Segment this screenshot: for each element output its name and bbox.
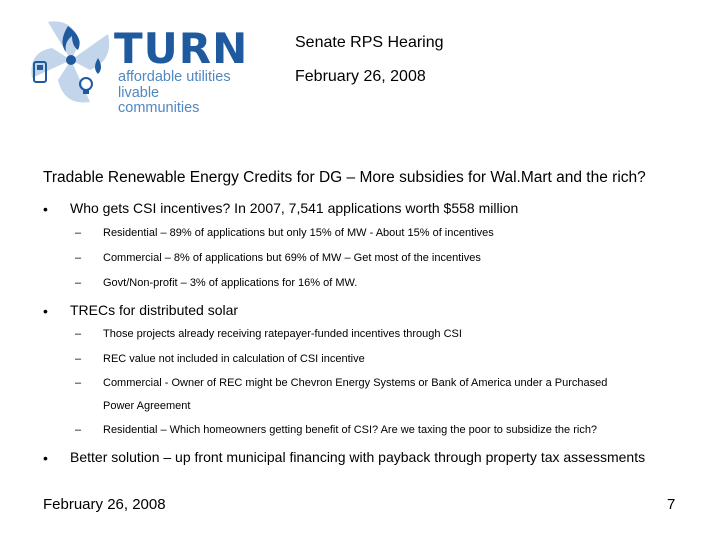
sub-bullet-marker: – — [75, 277, 82, 289]
bullet-marker: • — [43, 303, 48, 319]
sub-bullet-marker: – — [75, 353, 82, 365]
sub-bullet-2-3: Commercial - Owner of REC might be Chevron Energy Systems or Bank of America under a Purchased — [103, 377, 608, 389]
sub-bullet-marker: – — [75, 377, 82, 389]
bullet-2-text: TRECs for distributed solar — [70, 302, 239, 318]
slide-title: Tradable Renewable Energy Credits for DG – More subsidies for Wal.Mart and the rich? — [43, 169, 646, 186]
sub-bullet-2-3-continued: Power Agreement — [103, 400, 191, 412]
logo-wordmark: TURN — [114, 24, 249, 73]
bullet-marker: • — [43, 201, 48, 217]
logo-tagline-2: livable communities — [118, 85, 200, 116]
sub-bullet-marker: – — [75, 328, 82, 340]
logo-tagline-1: affordable utilities — [118, 69, 231, 85]
sub-bullet-marker: – — [75, 424, 82, 436]
turn-logo — [28, 14, 249, 116]
bullet-3-text: Better solution – up front municipal financing with payback through property tax assessments — [70, 449, 646, 465]
bullet-marker: • — [43, 450, 48, 466]
sub-bullet-marker: – — [75, 227, 82, 239]
sub-bullet-1-1: Residential – 89% of applications but only 15% of MW - About 15% of incentives — [103, 227, 494, 239]
sub-bullet-2-4: Residential – Which homeowners getting benefit of CSI? Are we taxing the poor to subsidize the rich? — [103, 424, 598, 436]
sub-bullet-2-2: REC value not included in calculation of CSI incentive — [103, 353, 365, 365]
sub-bullet-2-1: Those projects already receiving ratepayer-funded incentives through CSI — [103, 328, 462, 340]
page-number: 7 — [667, 496, 676, 513]
footer-date: February 26, 2008 — [43, 496, 166, 513]
sub-bullet-marker: – — [75, 252, 82, 264]
header-event: Senate RPS Hearing — [295, 34, 444, 51]
header-date: February 26, 2008 — [295, 68, 426, 85]
pinwheel-logo-icon — [28, 14, 114, 106]
sub-bullet-1-2: Commercial – 8% of applications but 69% of MW – Get most of the incentives — [103, 252, 481, 264]
bullet-1-text: Who gets CSI incentives? In 2007, 7,541 applications worth $558 million — [70, 200, 519, 216]
sub-bullet-1-3: Govt/Non-profit – 3% of applications for 16% of MW. — [103, 277, 358, 289]
